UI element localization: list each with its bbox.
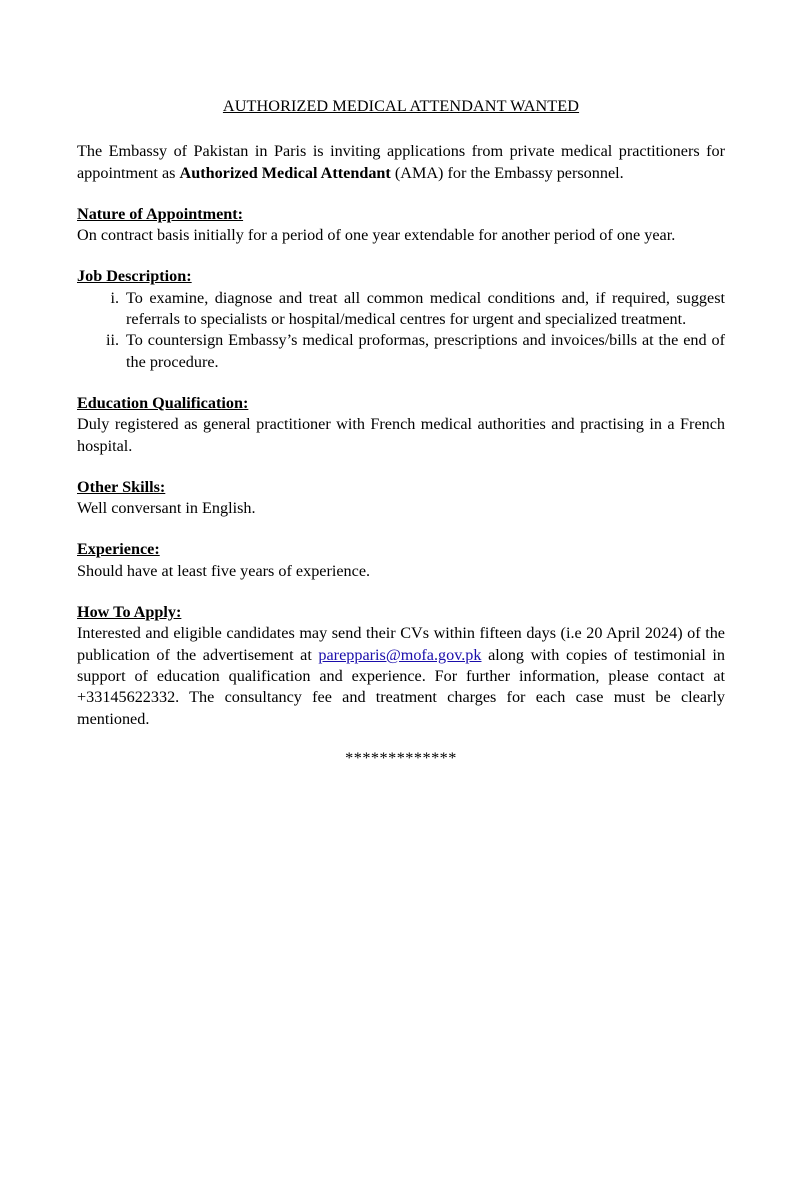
apply-text bbox=[77, 623, 725, 729]
footer-stars: ************* bbox=[345, 748, 457, 767]
intro-text-1: The Embassy of Pakistan in Paris is inviting applications from private medical practitioners for appointment as bbox=[77, 142, 725, 182]
list-item-text: To countersign Embassy’s medical proformas, prescriptions and invoices/bills at the end of the procedure. bbox=[126, 331, 725, 371]
list-item-number: i. bbox=[110, 288, 119, 307]
job-section bbox=[77, 266, 725, 372]
experience-heading: Experience: bbox=[77, 540, 160, 559]
skills-heading: Other Skills: bbox=[77, 477, 166, 496]
skills-text: Well conversant in English. bbox=[77, 499, 256, 518]
list-item bbox=[77, 330, 725, 373]
apply-text-2: along with copies of testimonial in support of education qualification and experience. For further information, please contact at +33145622332. The consultancy fee and treatment charges for each case must be clearly mentioned. bbox=[77, 645, 725, 728]
education-heading: Education Qualification: bbox=[77, 393, 249, 412]
experience-text: Should have at least five years of experience. bbox=[77, 561, 371, 580]
apply-section bbox=[77, 602, 725, 730]
experience-section bbox=[77, 539, 725, 582]
job-list bbox=[77, 288, 725, 373]
apply-heading: How To Apply: bbox=[77, 603, 182, 622]
list-item bbox=[77, 288, 725, 331]
nature-text: On contract basis initially for a period of one year extendable for another period of one year. bbox=[77, 226, 676, 245]
intro-text-2: (AMA) for the Embassy personnel. bbox=[390, 163, 624, 182]
intro-paragraph bbox=[77, 141, 725, 184]
apply-text-1: Interested and eligible candidates may send their CVs within fifteen days (i.e 20 April 2024) of the publication of the advertisement at bbox=[77, 624, 725, 664]
education-section bbox=[77, 393, 725, 457]
email-link[interactable]: parepparis@mofa.gov.pk bbox=[318, 645, 482, 664]
list-item-number: ii. bbox=[105, 331, 119, 350]
document-page bbox=[77, 96, 725, 769]
intro-bold-role: Authorized Medical Attendant bbox=[179, 163, 391, 182]
nature-section bbox=[77, 204, 725, 247]
nature-heading: Nature of Appointment: bbox=[77, 204, 244, 223]
skills-section bbox=[77, 477, 725, 520]
education-text: Duly registered as general practitioner with French medical authorities and practising in a French hospital. bbox=[77, 415, 725, 455]
list-item-text: To examine, diagnose and treat all common medical conditions and, if required, suggest referrals to specialists or hospital/medical centres for urgent and specialized treatment. bbox=[126, 288, 725, 329]
document-title: AUTHORIZED MEDICAL ATTENDANT WANTED bbox=[222, 97, 580, 115]
job-heading: Job Description: bbox=[77, 267, 192, 286]
